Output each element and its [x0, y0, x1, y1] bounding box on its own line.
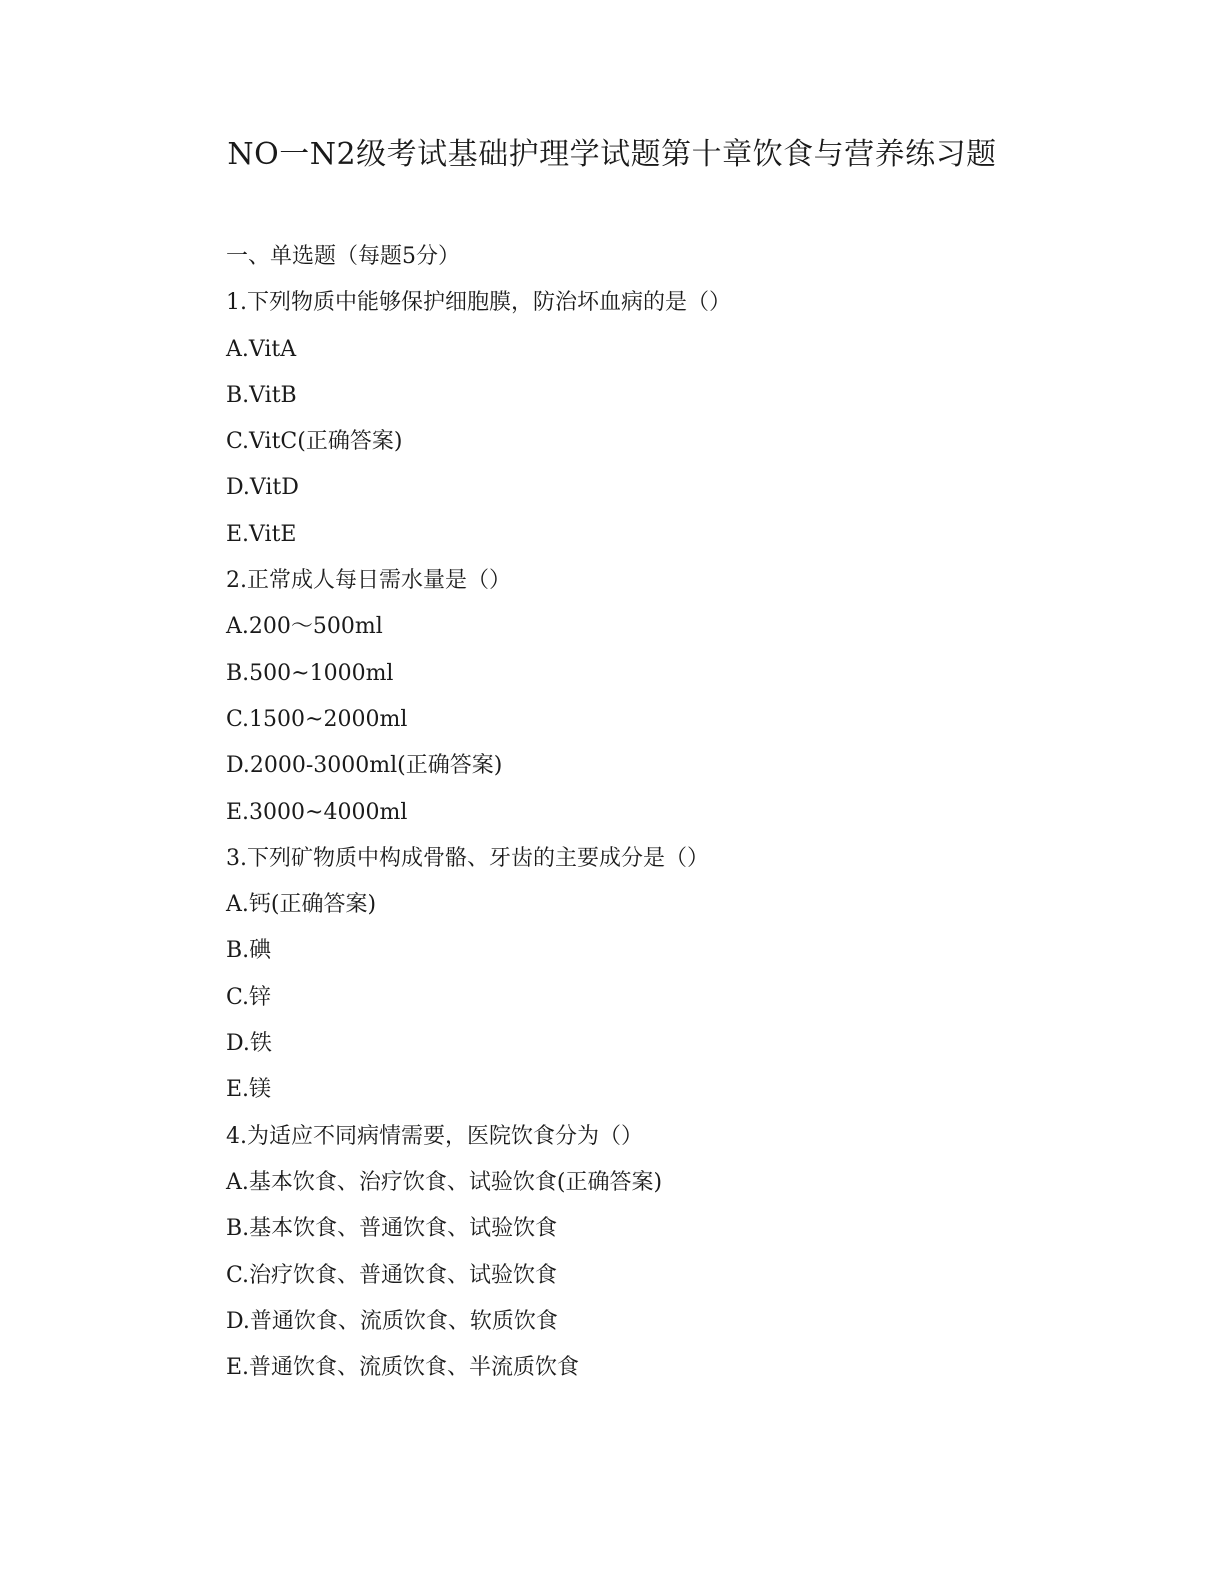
option-a: A.基本饮食、治疗饮食、试验饮食(正确答案) [226, 1169, 663, 1195]
option-c: C.VitC(正确答案) [226, 429, 403, 455]
option-b: B.碘 [226, 938, 272, 964]
option-e: E.VitE [226, 521, 297, 547]
document-title: NO一N2级考试基础护理学试题第十章饮食与营养练习题 [227, 137, 997, 172]
question-3 [226, 839, 1126, 1117]
option-b: B.500~1000ml [226, 660, 394, 686]
section-heading: 一、单选题（每题5分） [226, 244, 460, 269]
option-d: D.VitD [226, 475, 299, 501]
question-4 [226, 1117, 1126, 1395]
option-c: C.治疗饮食、普通饮食、试验饮食 [226, 1262, 558, 1288]
option-d: D.2000-3000ml(正确答案) [226, 753, 503, 779]
option-a: A.VitA [226, 336, 297, 362]
question-stem: 3.下列矿物质中构成骨骼、牙齿的主要成分是（） [226, 845, 709, 871]
option-b: B.基本饮食、普通饮食、试验饮食 [226, 1216, 558, 1242]
option-e: E.普通饮食、流质饮食、半流质饮食 [226, 1355, 580, 1381]
option-b: B.VitB [226, 382, 297, 408]
question-stem: 4.为适应不同病情需要，医院饮食分为（） [226, 1123, 643, 1149]
option-a: A.200～500ml [226, 614, 383, 640]
option-e: E.3000~4000ml [226, 799, 408, 825]
option-d: D.普通饮食、流质饮食、软质饮食 [226, 1308, 558, 1334]
question-2 [226, 561, 1126, 839]
option-c: C.锌 [226, 984, 272, 1010]
question-stem: 2.正常成人每日需水量是（） [226, 568, 511, 594]
option-c: C.1500~2000ml [226, 706, 408, 732]
document-content [226, 237, 1126, 1394]
option-a: A.钙(正确答案) [226, 892, 377, 918]
question-stem: 1.下列物质中能够保护细胞膜，防治坏血病的是（） [226, 290, 731, 316]
option-e: E.镁 [226, 1077, 272, 1103]
option-d: D.铁 [226, 1031, 272, 1057]
question-1 [226, 283, 1126, 561]
